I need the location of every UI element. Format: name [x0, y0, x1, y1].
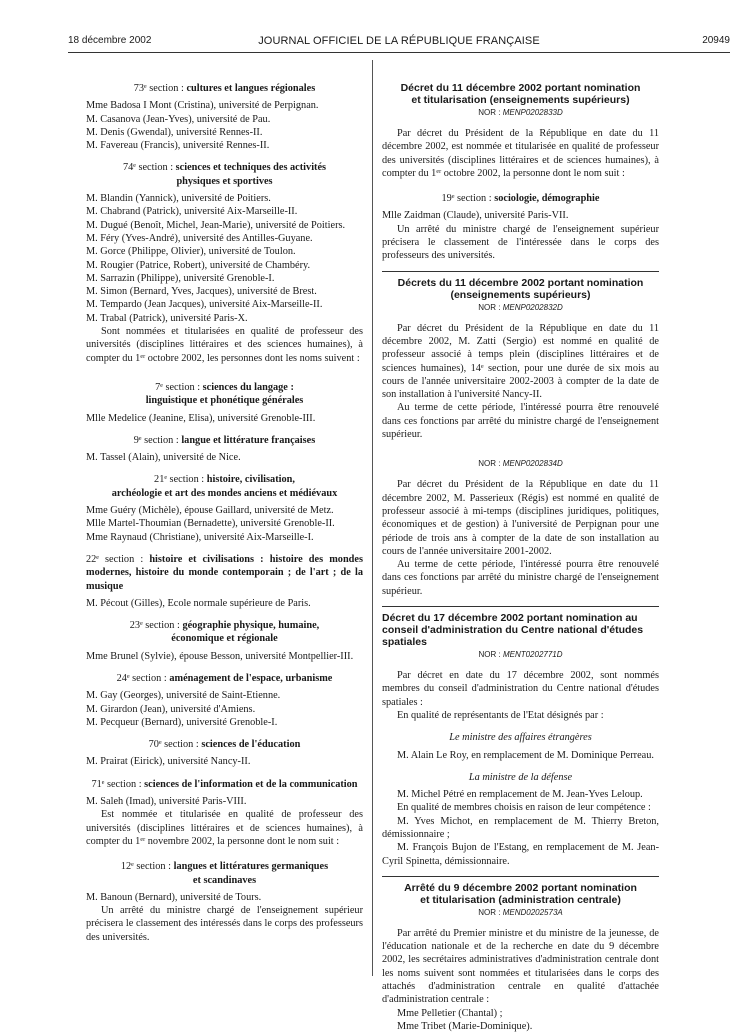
list-item: M. Yves Michot, en remplacement de M. Thierry Breton, démissionnaire ; [382, 815, 659, 840]
list-item: M. Dugué (Benoît, Michel, Jean-Marie), université de Poitiers. [86, 219, 346, 231]
list-item: Mlle Zaidman (Claude), université Paris-VII. [382, 210, 569, 222]
paragraph: Par décret du Président de la République en date du 11 décembre 2002, est nommée et titularisée en qualité de professeur des universités (disciplines littéraires et de sciences humaines), à compter du 1ᵉʳ octobre 2002, la personne dont le nom suit : [382, 128, 659, 179]
section-heading-cont: physiques et sportives [176, 175, 273, 187]
list-item: M. Prairat (Eirick), université Nancy-II. [86, 756, 251, 768]
list-item: M. Saleh (Imad), université Paris-VIII. [86, 796, 247, 808]
list-item: Mme Badosa I Mont (Cristina), université de Perpignan. [86, 100, 319, 112]
left-column [86, 82, 363, 944]
section-heading: 21ᵉ section : histoire, civilisation, [154, 474, 295, 486]
section-heading: 19ᵉ section : sociologie, démographie [441, 193, 600, 205]
decree-divider [382, 606, 659, 607]
section-heading-cont: et scandinaves [192, 874, 257, 886]
section-heading-cont: linguistique et phonétique générales [145, 395, 304, 407]
paragraph: Un arrêté du ministre chargé de l'enseignement supérieur précisera le classement de l'intéressée dans le corps des professeurs des universités. [382, 223, 659, 262]
list-item: M. Féry (Yves-André), université des Antilles-Guyane. [86, 232, 313, 244]
paragraph: Au terme de cette période, l'intéressé pourra être renouvelé dans ces fonctions par arrêté du ministre chargé de l'enseignement supérieur. [382, 402, 659, 441]
list-item: M. Favereau (Francis), université Rennes-II. [86, 140, 270, 152]
paragraph: Sont nommées et titularisées en qualité de professeur des universités (disciplines littéraires et des sciences humaines), à compter du 1ᵉʳ octobre 2002, les personnes dont les noms suivent : [86, 326, 363, 364]
list-item: M. Pecqueur (Bernard), université Grenoble-I. [86, 716, 278, 728]
list-item: M. Alain Le Roy, en remplacement de M. Dominique Perreau. [397, 749, 654, 761]
list-item: M. Tassel (Alain), université de Nice. [86, 452, 241, 464]
nor-reference: NOR : MENT0202771D [478, 650, 563, 660]
decree-divider [382, 271, 659, 272]
decree-title-cont: et titularisation (administration centrale) [420, 893, 621, 906]
list-item: Mme Brunel (Sylvie), épouse Besson, université Montpellier-III. [86, 650, 354, 662]
section-heading: 9ᵉ section : langue et littérature françaises [133, 434, 316, 446]
right-column [382, 82, 659, 1033]
list-item: M. Sarrazin (Philippe), université Grenoble-I. [86, 272, 275, 284]
section-heading: 74ᵉ section : sciences et techniques des activités [122, 162, 327, 174]
list-item: M. Pécout (Gilles), Ecole normale supérieure de Paris. [86, 597, 311, 609]
list-item: M. Denis (Gwendal), université Rennes-II. [86, 126, 263, 138]
list-item: M. Rougier (Patrice, Robert), université de Chambéry. [86, 259, 311, 271]
section-heading-cont: archéologie et art des mondes anciens et médiévaux [111, 487, 338, 499]
ministry-heading: Le ministre des affaires étrangères [449, 732, 592, 744]
decree-title-cont: et titularisation (enseignements supérieurs) [411, 94, 630, 106]
section-heading: 73ᵉ section : cultures et langues régionales [133, 83, 316, 94]
decree-title: Décret du 11 décembre 2002 portant nomination [400, 82, 641, 94]
list-item: M. Casanova (Jean-Yves), université de Pau. [86, 113, 271, 125]
list-item: M. François Bujon de l'Estang, en remplacement de M. Jean-Cyril Spinetta, démissionnaire. [382, 842, 659, 867]
list-item: M. Gay (Georges), université de Saint-Etienne. [86, 690, 281, 702]
header-rule [68, 52, 730, 53]
list-item: Mme Raynaud (Christiane), université Aix-Marseille-I. [86, 531, 314, 543]
list-item: M. Blandin (Yannick), université de Poitiers. [86, 193, 271, 205]
paragraph: Par arrêté du Premier ministre et du ministre de la jeunesse, de l'éducation nationale et de la recherche en date du 9 décembre 2002, les secrétaires administratives d'administration centrale dont les noms suivent sont nommées et titularisées dans le corps des attachés d'administration centrale en qualité d'attachée d'administration centrale : [382, 927, 659, 1006]
section-heading: 12ᵉ section : langues et littératures germaniques [120, 861, 329, 873]
list-item: M. Trabal (Patrick), université Paris-X. [86, 312, 248, 324]
list-item: Mme Guéry (Michèle), épouse Gaillard, université de Metz. [86, 505, 334, 517]
page-header [68, 35, 730, 51]
list-item: Mlle Medelice (Jeanine, Elisa), université Grenoble-III. [86, 412, 316, 424]
decree-divider [382, 876, 659, 877]
nor-reference: NOR : MEND0202573A [478, 907, 563, 917]
list-item: M. Banoun (Bernard), université de Tours. [86, 891, 262, 903]
header-date: 18 décembre 2002 [68, 35, 152, 46]
page-number: 20949 [702, 35, 730, 46]
section-heading: 7ᵉ section : sciences du langage : [155, 381, 294, 393]
section-heading: 23ᵉ section : géographie physique, humaine, [129, 620, 320, 632]
paragraph: Par décret du Président de la République en date du 11 décembre 2002, M. Zatti (Sergio) est nommé en qualité de professeur associé à temps plein (disciplines littéraires et de sciences humaines), 14ᵉ section, pour une durée de six mois au cours de l'année universitaire 2002-2003 à compter de la date de son installation à l'université Nancy-II. [382, 322, 659, 401]
ministry-heading: La ministre de la défense [468, 771, 573, 783]
paragraph: En qualité de membres choisis en raison de leur compétence : [397, 802, 651, 814]
column-divider [372, 60, 373, 976]
nor-reference: NOR : MENP0202833D [478, 108, 563, 117]
decree-title: Décrets du 11 décembre 2002 portant nomination [397, 276, 644, 289]
section-heading-cont: économique et régionale [171, 633, 278, 645]
paragraph: Par décret du Président de la République en date du 11 décembre 2002, M. Passerieux (Régis) est nommé en qualité de professeur associé à mi-temps (disciplines juridiques, politiques, économiques et de gestion) à l'université de Perpignan pour une période de trois ans à compter de la date de son installation au cours de l'année universitaire 2001-2002. [382, 479, 659, 557]
paragraph: Un arrêté du ministre chargé de l'enseignement supérieur précisera le classement des intéressés dans le corps des professeurs des universités. [86, 905, 363, 943]
decree-title: Décret du 17 décembre 2002 portant nomination au conseil d'administration du Centre national d'études spatiales [382, 612, 644, 649]
decree-title-cont: (enseignements supérieurs) [450, 288, 591, 301]
journal-title: JOURNAL OFFICIEL DE LA RÉPUBLIQUE FRANÇAISE [258, 35, 540, 47]
section-heading: 22ᵉ section : histoire et civilisations : histoire des mondes modernes, histoire du monde contemporain ; de l'art ; de la musique [86, 553, 363, 592]
list-item: M. Girardon (Jean), université d'Amiens. [86, 703, 256, 715]
paragraph: Par décret en date du 17 décembre 2002, sont nommés membres du conseil d'administration du Centre national d'études spatiales : [382, 670, 659, 708]
section-heading: 71ᵉ section : sciences de l'information et de la communication [91, 778, 358, 790]
list-item: M. Tempardo (Jean Jacques), université Aix-Marseille-II. [86, 299, 323, 311]
list-item: M. Michel Pétré en remplacement de M. Jean-Yves Leloup. [397, 789, 643, 801]
list-item: Mme Tribet (Marie-Dominique). [397, 1020, 533, 1032]
list-item: Mlle Martel-Thoumian (Bernadette), université Grenoble-II. [86, 518, 335, 530]
paragraph: Est nommée et titularisée en qualité de professeur des universités (disciplines littéraires et de sciences humaines), à compter du 1ᵉʳ novembre 2002, la personne dont le nom suit : [86, 809, 363, 847]
section-heading: 24ᵉ section : aménagement de l'espace, urbanisme [116, 672, 333, 684]
list-item: M. Gorce (Philippe, Olivier), université de Toulon. [86, 246, 296, 258]
list-item: Mme Pelletier (Chantal) ; [397, 1007, 503, 1019]
section-heading: 70ᵉ section : sciences de l'éducation [148, 739, 301, 751]
nor-reference: NOR : MENP0202834D [478, 459, 563, 469]
paragraph: En qualité de représentants de l'Etat désignés par : [397, 709, 604, 721]
paragraph: Au terme de cette période, l'intéressé pourra être renouvelé dans ces fonctions par arrêté du ministre chargé de l'enseignement supérieur. [382, 559, 659, 597]
decree-title: Arrêté du 9 décembre 2002 portant nomination [404, 881, 637, 894]
list-item: M. Simon (Bernard, Yves, Jacques), université de Brest. [86, 286, 317, 298]
list-item: M. Chabrand (Patrick), université Aix-Marseille-II. [86, 206, 298, 218]
nor-reference: NOR : MENP0202832D [478, 302, 563, 312]
